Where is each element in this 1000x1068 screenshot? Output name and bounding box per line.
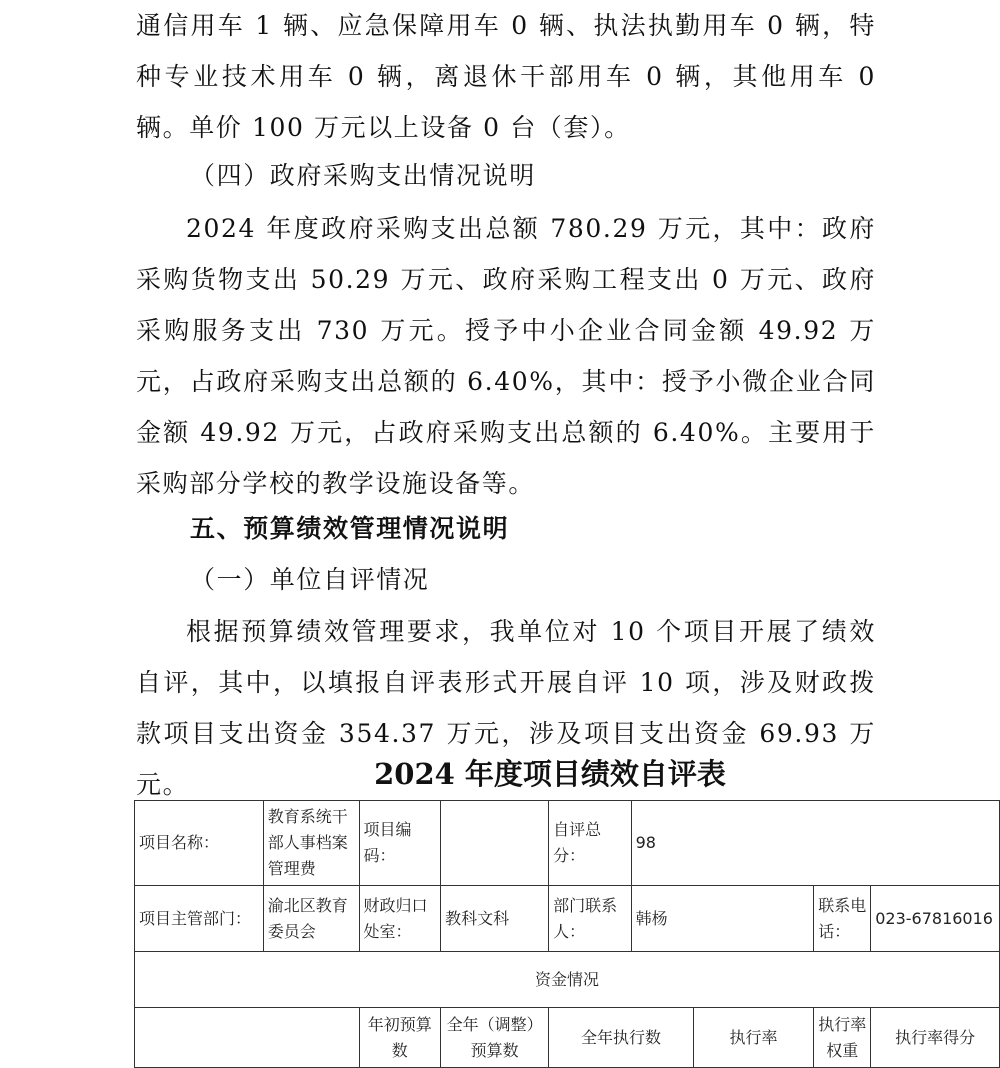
- department-label: 项目主管部门：: [135, 886, 264, 952]
- paragraph-vehicles: 通信用车 1 辆、应急保障用车 0 辆、执法执勤用车 0 辆，特种专业技术用车 0 辆，离退休干部用车 0 辆，其他用车 0 辆。单价 100 万元以上设备 0 台（套）。: [136, 11, 876, 142]
- project-code-label: 项目编码：: [359, 801, 441, 886]
- project-name-label: 项目名称：: [135, 801, 264, 886]
- table-row: [135, 886, 1000, 952]
- table-row: [135, 952, 1000, 1008]
- paragraph-procurement: 2024 年度政府采购支出总额 780.29 万元，其中：政府采购货物支出 50.29 万元、政府采购工程支出 0 万元、政府采购服务支出 730 万元。授予中小企业合同金额 49.92 万元，占政府采购支出总额的 6.40%，其中：授予小微企业合同金额 49.92 万元，占政府采购支出总额的 6.40%。主要用于采购部分学校的教学设施设备等。: [136, 214, 876, 498]
- heading-self-evaluation: （一）单位自评情况: [190, 565, 430, 594]
- finance-office-value: 教科文科: [441, 886, 549, 952]
- contact-person-value: 韩杨: [631, 886, 814, 952]
- heading-government-procurement: （四）政府采购支出情况说明: [190, 161, 536, 190]
- paragraph-self-evaluation: 根据预算绩效管理要求，我单位对 10 个项目开展了绩效自评，其中，以填报自评表形式开展自评 10 项，涉及财政拨款项目支出资金 354.37 万元，涉及项目支出资金 69.93 万元。: [136, 617, 876, 799]
- column-header: 全年执行数: [549, 1008, 694, 1068]
- table-title: 2024 年度项目绩效自评表: [374, 757, 726, 791]
- finance-office-label: 财政归口处室：: [359, 886, 441, 952]
- column-header: 年初预算数: [359, 1008, 441, 1068]
- column-header: 执行率: [693, 1008, 813, 1068]
- department-value: 渝北区教育委员会: [263, 886, 359, 952]
- heading-performance-management: 五、预算绩效管理情况说明: [190, 514, 510, 543]
- self-score-label: 自评总分：: [549, 801, 632, 886]
- funding-section-header: 资金情况: [135, 952, 1000, 1008]
- project-name-value: 教育系统干部人事档案管理费: [263, 801, 359, 886]
- phone-value: 023-67816016: [871, 886, 1000, 952]
- table-row: [135, 801, 1000, 886]
- contact-person-label: 部门联系人：: [549, 886, 632, 952]
- phone-label: 联系电话：: [814, 886, 871, 952]
- project-code-value: [441, 801, 549, 886]
- performance-evaluation-table: [134, 800, 1000, 1068]
- column-header: [135, 1008, 360, 1068]
- table-row: [135, 1008, 1000, 1068]
- self-score-value: 98: [631, 801, 999, 886]
- column-header: 执行率权重: [814, 1008, 871, 1068]
- column-header: 全年（调整）预算数: [441, 1008, 549, 1068]
- column-header: 执行率得分: [871, 1008, 1000, 1068]
